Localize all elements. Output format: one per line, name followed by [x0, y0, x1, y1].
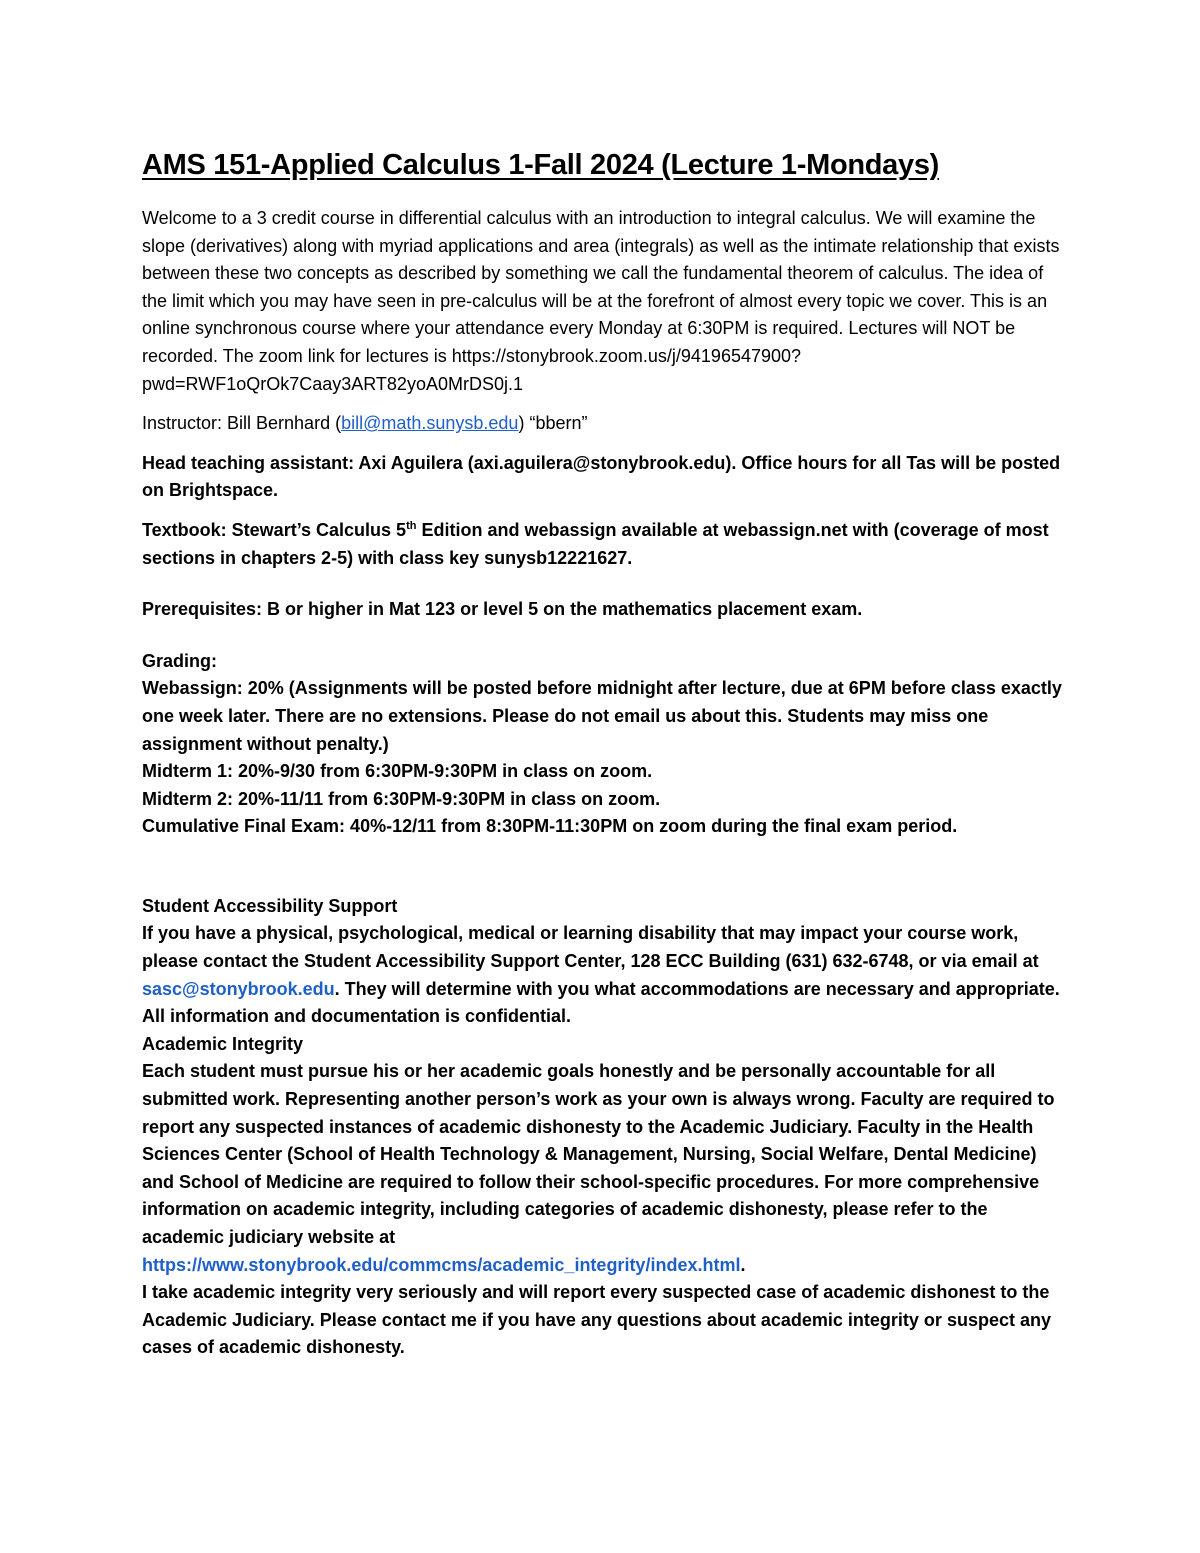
integrity-url-line: [142, 1252, 1067, 1280]
textbook-paragraph: [142, 517, 1067, 572]
textbook-prefix: Textbook: Stewart’s Calculus 5: [142, 519, 407, 540]
integrity-section: [142, 1031, 1067, 1362]
accessibility-body-suffix: . They will determine with you what accommodations are necessary and appropriate. All information and documentation is confidential.: [142, 978, 1060, 1027]
page-title: AMS 151-Applied Calculus 1-Fall 2024 (Lecture 1-Mondays): [142, 149, 940, 181]
accessibility-body: [142, 920, 1067, 1030]
head-ta-paragraph: Head teaching assistant: Axi Aguilera (axi.aguilera@stonybrook.edu). Office hours for all Tas will be posted on Brightspace.: [142, 452, 1061, 501]
accessibility-body-prefix: If you have a physical, psychological, medical or learning disability that may impact your course work, please contact the Student Accessibility Support Center, 128 ECC Building (631) 632-6748, or via email at: [142, 923, 1039, 972]
section-gap: [142, 841, 1067, 893]
syllabus-page: [142, 145, 1067, 1362]
accessibility-heading: Student Accessibility Support: [142, 895, 398, 916]
instructor-suffix: ) “bbern”: [518, 413, 588, 434]
textbook-suffix: Edition and webassign available at webassign.net with (coverage of most sections in chapters 2-5) with class key sunysb12221627.: [142, 519, 1049, 568]
grading-final: Cumulative Final Exam: 40%-12/11 from 8:30PM-11:30PM on zoom during the final exam period.: [142, 816, 958, 837]
grading-heading: Grading:: [142, 650, 217, 671]
instructor-email-link[interactable]: bill@math.sunysb.edu: [341, 413, 519, 434]
instructor-prefix: Instructor: Bill Bernhard (: [142, 413, 342, 434]
grading-midterm-2: Midterm 2: 20%-11/11 from 6:30PM-9:30PM in class on zoom.: [142, 788, 661, 809]
grading-webassign: Webassign: 20% (Assignments will be posted before midnight after lecture, due at 6PM before class exactly one week later. There are no extensions. Please do not email us about this. Students may miss one assignment without penalty.): [142, 678, 1062, 754]
intro-paragraph: Welcome to a 3 credit course in differential calculus with an introduction to integral calculus. We will examine the slope (derivatives) along with myriad applications and area (integrals) as well as the intimate relationship that exists between these two concepts as described by something we call the fundamental theorem of calculus. The idea of the limit which you may have seen in pre-calculus will be at the forefront of almost every topic we cover. This is an online synchronous course where your attendance every Monday at 6:30PM is required. Lectures will NOT be recorded. The zoom link for lectures is https://stonybrook.zoom.us/j/94196547900?pwd=RWF1oQrOk7Caay3ART82yoA0MrDS0j.1: [142, 208, 1060, 394]
grading-section: [142, 648, 1067, 841]
accessibility-section: [142, 893, 1067, 1031]
sasc-email-link[interactable]: sasc@stonybrook.edu: [142, 978, 335, 999]
instructor-line: [142, 410, 1067, 438]
integrity-url-suffix: .: [740, 1254, 746, 1275]
integrity-url-link[interactable]: https://www.stonybrook.edu/commcms/academic_integrity/index.html: [142, 1254, 741, 1275]
prerequisites-paragraph: Prerequisites: B or higher in Mat 123 or level 5 on the mathematics placement exam.: [142, 599, 863, 620]
integrity-body: Each student must pursue his or her academic goals honestly and be personally accountable for all submitted work. Representing another person’s work as your own is always wrong. Faculty are required to report any suspected instances of academic dishonesty to the Academic Judiciary. Faculty in the Health Sciences Center (School of Health Technology & Management, Nursing, Social Welfare, Dental Medicine) and School of Medicine are required to follow their school-specific procedures. For more comprehensive information on academic integrity, including categories of academic dishonesty, please refer to the academic judiciary website at: [142, 1061, 1055, 1247]
textbook-superscript: th: [406, 519, 417, 532]
integrity-closing: I take academic integrity very seriously and will report every suspected case of academic dishonest to the Academic Judiciary. Please contact me if you have any questions about academic integrity or suspect any cases of academic dishonesty.: [142, 1282, 1051, 1358]
integrity-heading: Academic Integrity: [142, 1033, 304, 1054]
grading-midterm-1: Midterm 1: 20%-9/30 from 6:30PM-9:30PM in class on zoom.: [142, 761, 653, 782]
